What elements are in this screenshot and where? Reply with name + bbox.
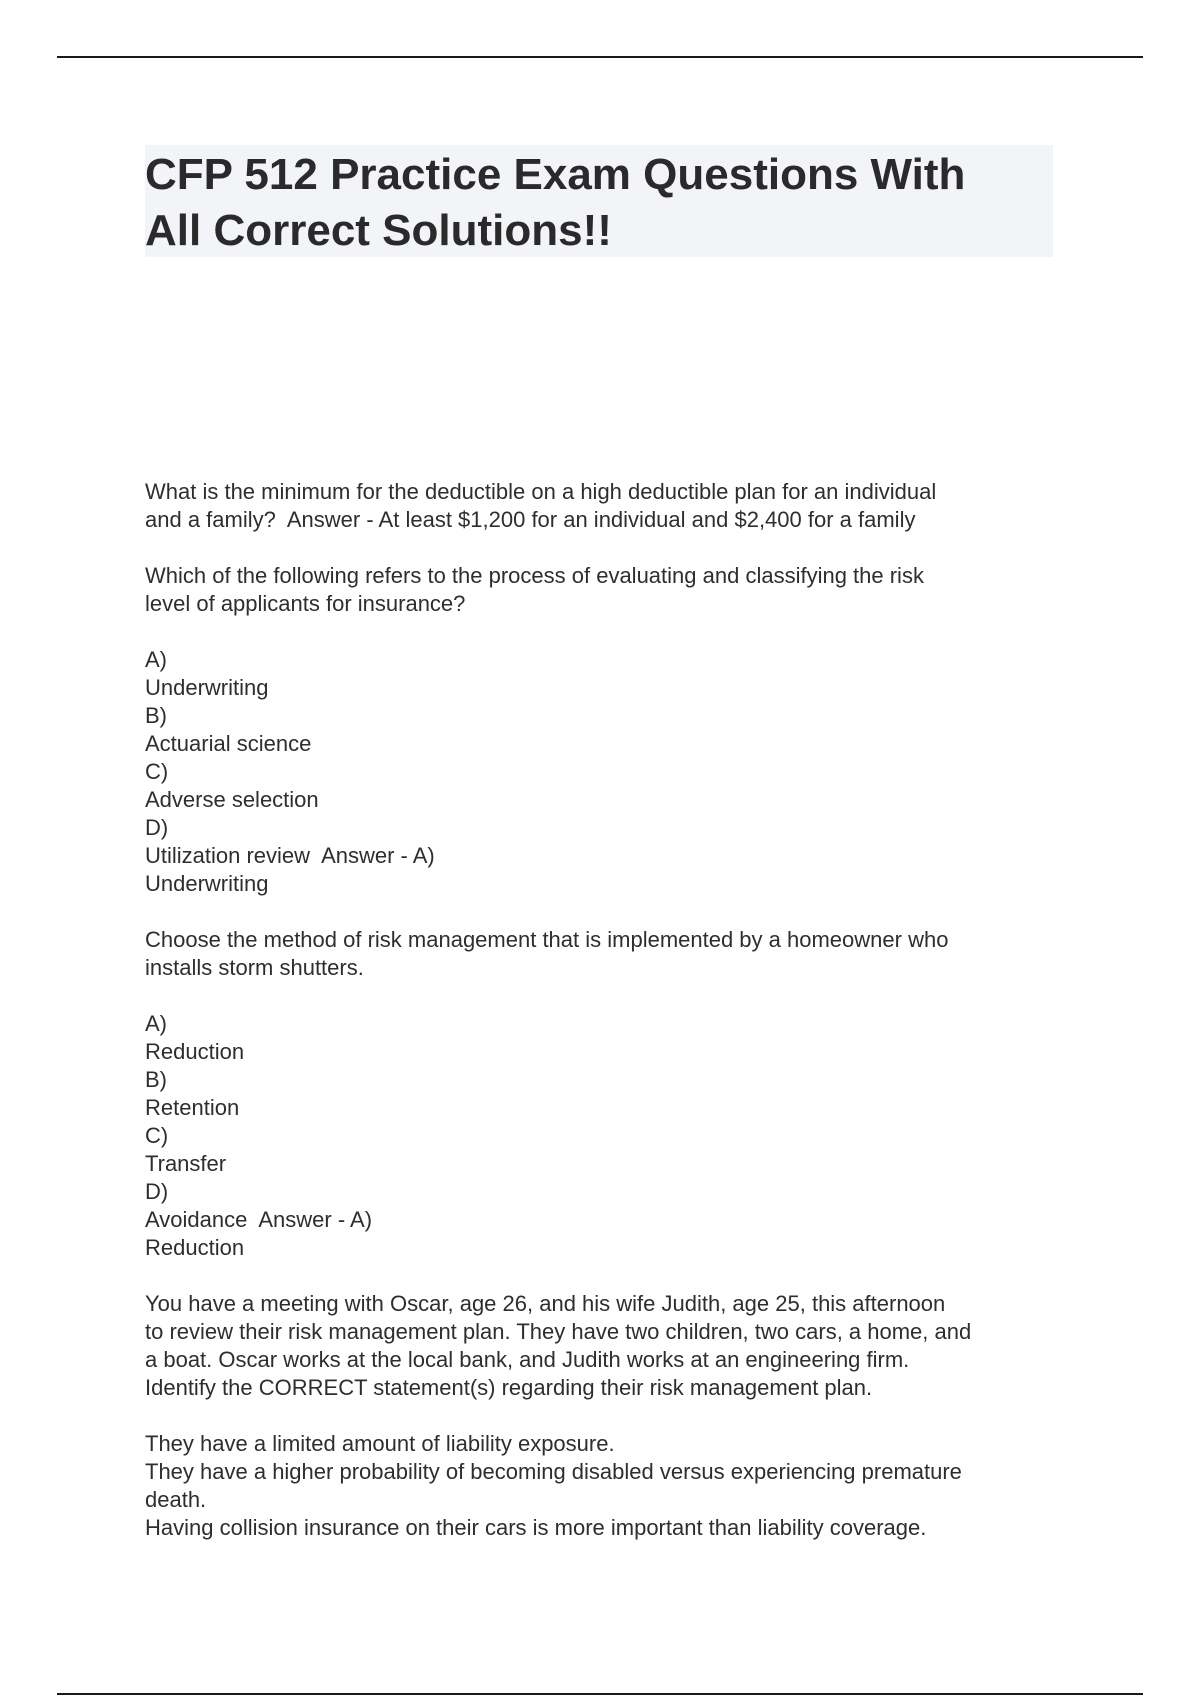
option-letter: D) <box>145 815 169 840</box>
option-text: Actuarial science <box>145 731 312 756</box>
question-4 <box>145 1290 1065 1542</box>
question-text: a boat. Oscar works at the local bank, and Judith works at an engineering firm. <box>145 1347 910 1372</box>
option-text: Reduction <box>145 1039 245 1064</box>
option-letter: C) <box>145 1123 169 1148</box>
document-body <box>145 478 1065 1542</box>
question-text: What is the minimum for the deductible on a high deductible plan for an individual <box>145 479 937 504</box>
question-text: You have a meeting with Oscar, age 26, and his wife Judith, age 25, this afternoon <box>145 1291 946 1316</box>
question-text: to review their risk management plan. They have two children, two cars, a home, and <box>145 1319 972 1344</box>
option-letter: A) <box>145 647 167 672</box>
question-2 <box>145 562 1065 898</box>
bottom-rule <box>57 1693 1143 1695</box>
document-title <box>145 147 1053 259</box>
question-text: Which of the following refers to the process of evaluating and classifying the risk <box>145 563 924 588</box>
question-text: level of applicants for insurance? <box>145 591 466 616</box>
title-line: All Correct Solutions!! <box>145 206 612 255</box>
option-text: Adverse selection <box>145 787 319 812</box>
option-text: Transfer <box>145 1151 227 1176</box>
title-line: CFP 512 Practice Exam Questions With <box>145 150 966 199</box>
statement-text: Having collision insurance on their cars is more important than liability coverage. <box>145 1515 927 1540</box>
answer-text: Underwriting <box>145 871 269 896</box>
option-letter: A) <box>145 1011 167 1036</box>
option-letter: B) <box>145 1067 167 1092</box>
option-answer: Utilization review Answer - A) <box>145 843 435 868</box>
statement-text: They have a limited amount of liability exposure. <box>145 1431 615 1456</box>
option-letter: D) <box>145 1179 169 1204</box>
top-rule <box>57 56 1143 58</box>
statement-text: death. <box>145 1487 207 1512</box>
answer-text: Reduction <box>145 1235 245 1260</box>
question-text: Identify the CORRECT statement(s) regarding their risk management plan. <box>145 1375 873 1400</box>
option-text: Retention <box>145 1095 240 1120</box>
statement-text: They have a higher probability of becoming disabled versus experiencing premature <box>145 1459 962 1484</box>
option-letter: C) <box>145 759 169 784</box>
question-text: installs storm shutters. <box>145 955 364 980</box>
question-3 <box>145 926 1065 1262</box>
option-text: Underwriting <box>145 675 269 700</box>
question-text: Choose the method of risk management that is implemented by a homeowner who <box>145 927 949 952</box>
question-text: and a family? Answer - At least $1,200 for an individual and $2,400 for a family <box>145 507 916 532</box>
option-answer: Avoidance Answer - A) <box>145 1207 373 1232</box>
question-1 <box>145 478 1065 534</box>
option-letter: B) <box>145 703 167 728</box>
